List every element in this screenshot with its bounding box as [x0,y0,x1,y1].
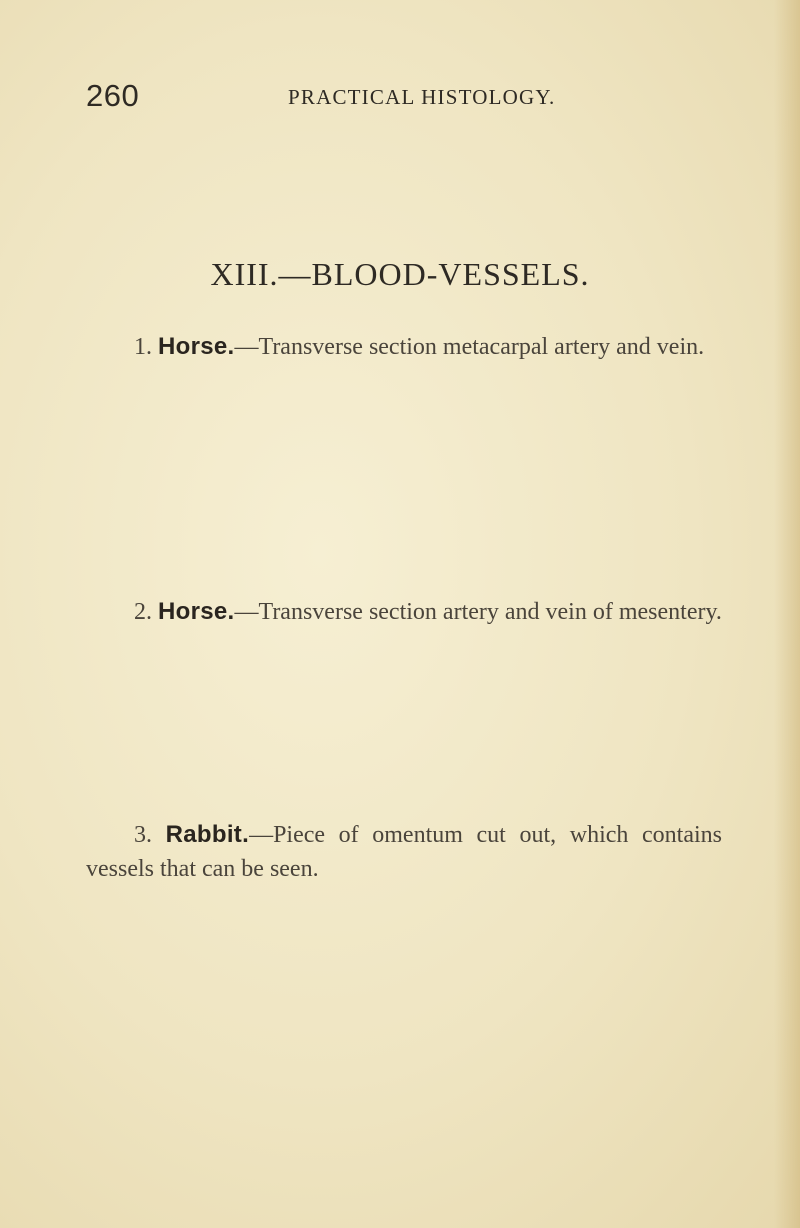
specimen-name: Horse. [158,598,235,625]
entry-text: Piece of omentum cut out, which contains vessels that can be seen. [86,822,723,882]
section-title: XIII.—BLOOD-VESSELS. [210,256,590,292]
entry-number: 3. [134,822,152,848]
specimen-entry [86,330,722,364]
specimen-name: Horse. [158,333,235,360]
specimen-entry [86,595,722,629]
page-number: 260 [86,78,140,113]
entry-paragraph [86,595,722,629]
page-edge-shadow [774,0,800,1228]
entry-number: 1. [134,334,152,360]
entry-number: 2. [134,599,152,625]
entry-paragraph [86,818,722,886]
entry-dash: — [234,599,259,625]
entry-text: Transverse section artery and vein of mesentery. [258,599,722,625]
page-header [86,78,726,118]
running-head: PRACTICAL HISTOLOGY. [288,85,556,109]
entry-dash: — [249,822,274,848]
specimen-name: Rabbit. [165,821,250,848]
entry-text: Transverse section metacarpal artery and vein. [258,334,705,360]
entry-paragraph [86,330,722,364]
specimen-entry [86,818,722,886]
entry-dash: — [234,334,259,360]
